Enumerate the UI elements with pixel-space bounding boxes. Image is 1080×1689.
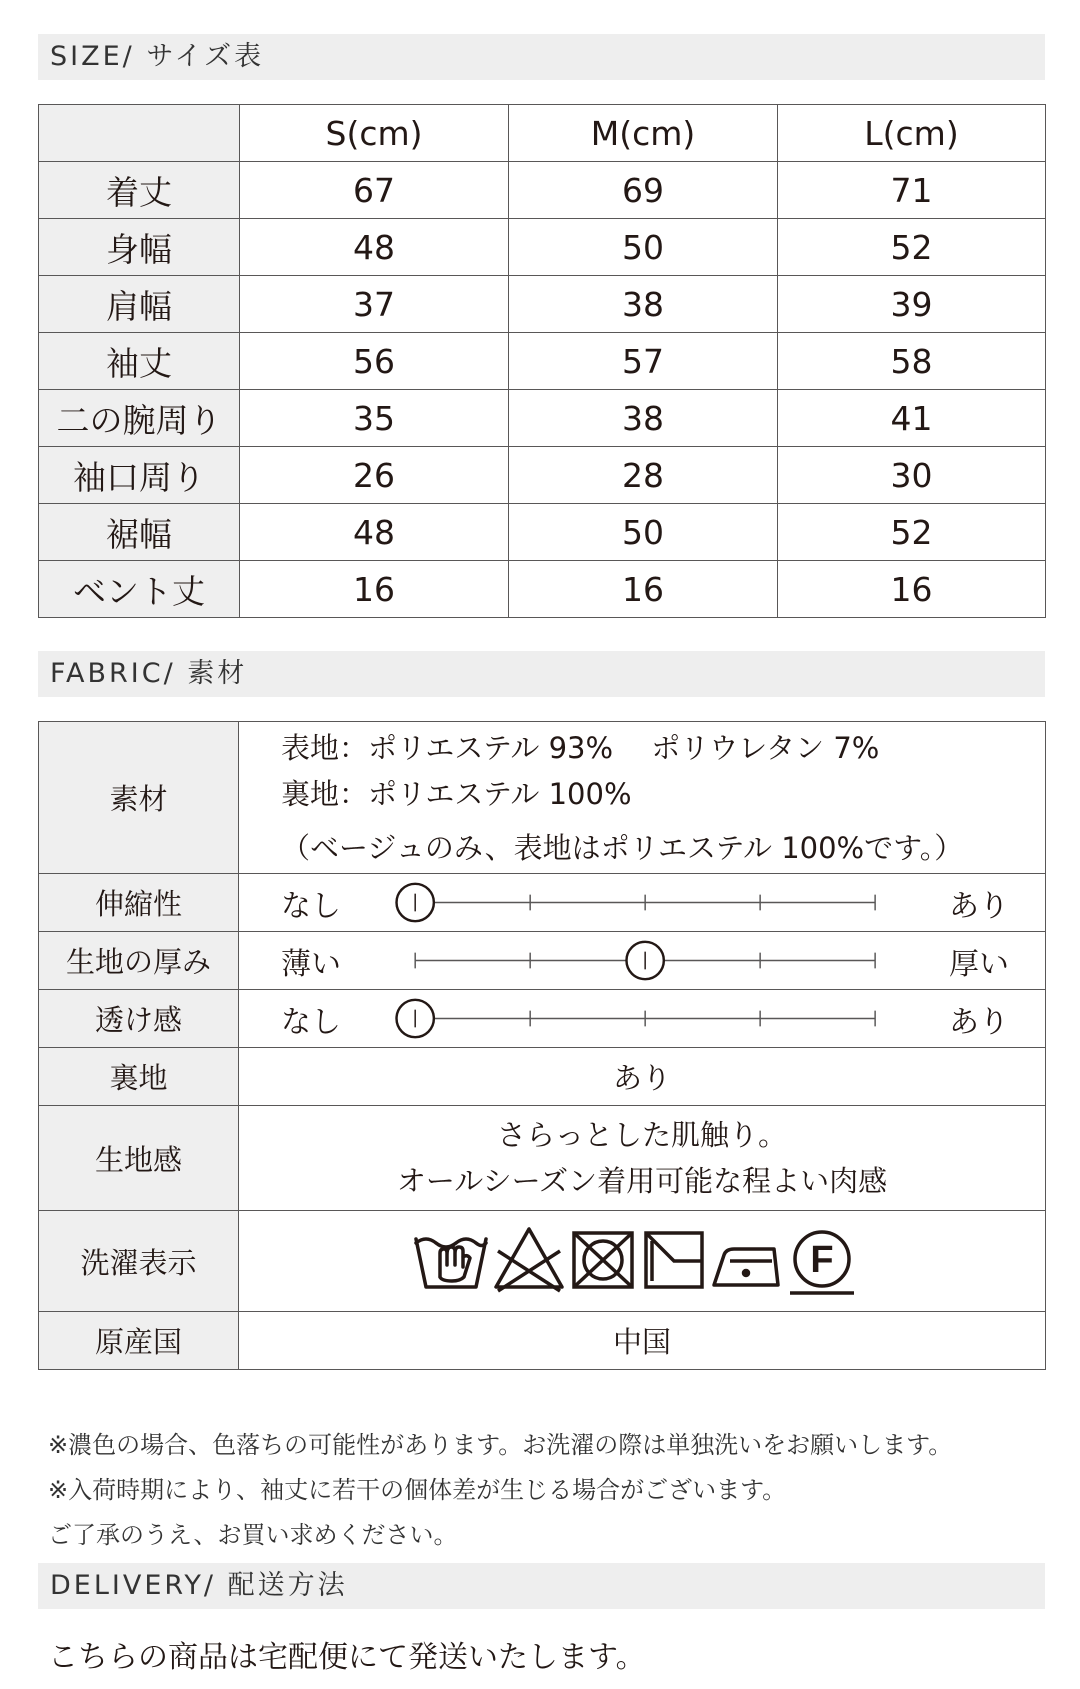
sheerness-scale xyxy=(239,990,1046,1048)
size-row-label: 袖丈 xyxy=(39,333,240,390)
line-dry-shade-icon xyxy=(646,1233,702,1287)
no-bleach-icon xyxy=(496,1229,562,1291)
sheerness-label: 透け感 xyxy=(39,990,239,1048)
material-label: 素材 xyxy=(39,722,239,874)
size-value: 26 xyxy=(240,447,509,504)
size-row xyxy=(39,276,1046,333)
material-line: 表地：ポリエステル 93% ポリウレタン 7% xyxy=(281,730,880,765)
iron-low-icon xyxy=(714,1249,778,1285)
size-row xyxy=(39,504,1046,561)
size-value: 71 xyxy=(778,162,1046,219)
no-tumble-dry-icon xyxy=(574,1233,632,1287)
scale-row-thickness xyxy=(39,932,1046,990)
size-row-label: 着丈 xyxy=(39,162,240,219)
thickness-label: 生地の厚み xyxy=(39,932,239,990)
texture-row xyxy=(39,1106,1046,1211)
size-value: 38 xyxy=(509,390,778,447)
size-value: 48 xyxy=(240,504,509,561)
size-row xyxy=(39,219,1046,276)
stretch-scale-track xyxy=(389,874,919,931)
material-line: 裏地：ポリエステル 100% xyxy=(281,776,632,811)
size-value: 16 xyxy=(509,561,778,618)
origin-value: 中国 xyxy=(239,1312,1046,1370)
texture-line: さらっとした肌触り。 xyxy=(496,1118,787,1152)
care-label: 洗濯表示 xyxy=(39,1211,239,1312)
material-value xyxy=(239,722,1046,874)
size-value: 38 xyxy=(509,276,778,333)
size-value: 28 xyxy=(509,447,778,504)
stretch-label: 伸縮性 xyxy=(39,874,239,932)
origin-row xyxy=(39,1312,1046,1370)
size-value: 50 xyxy=(509,219,778,276)
fabric-section-heading: FABRIC/ 素材 xyxy=(38,651,1045,697)
size-row xyxy=(39,561,1046,618)
delivery-section-heading: DELIVERY/ 配送方法 xyxy=(38,1563,1045,1609)
size-row-label: 身幅 xyxy=(39,219,240,276)
scale-left-label: 薄い xyxy=(281,946,341,982)
size-value: 35 xyxy=(240,390,509,447)
care-icons xyxy=(239,1211,1046,1312)
thickness-scale-track xyxy=(389,932,919,989)
texture-label: 生地感 xyxy=(39,1106,239,1211)
dry-clean-letter: F xyxy=(810,1239,834,1281)
scale-left-label: なし xyxy=(281,1004,341,1040)
size-value: 16 xyxy=(778,561,1046,618)
size-value: 52 xyxy=(778,504,1046,561)
size-row xyxy=(39,447,1046,504)
hand-wash-icon xyxy=(416,1239,486,1287)
scale-right-label: あり xyxy=(949,1004,1009,1040)
scale-row-sheerness xyxy=(39,990,1046,1048)
material-line: （ベージュのみ、表地はポリエステル 100%です。） xyxy=(281,830,964,865)
scale-row-stretch xyxy=(39,874,1046,932)
size-column-header: M(cm) xyxy=(509,105,778,162)
size-row xyxy=(39,162,1046,219)
size-column-header: S(cm) xyxy=(240,105,509,162)
notes xyxy=(48,1423,952,1558)
size-value: 41 xyxy=(778,390,1046,447)
size-row-label: 肩幅 xyxy=(39,276,240,333)
texture-value xyxy=(239,1106,1046,1211)
size-row xyxy=(39,333,1046,390)
size-row xyxy=(39,390,1046,447)
size-value: 52 xyxy=(778,219,1046,276)
scale-left-label: なし xyxy=(281,888,341,924)
size-column-header: L(cm) xyxy=(778,105,1046,162)
sheerness-scale-track xyxy=(389,990,919,1047)
size-value: 57 xyxy=(509,333,778,390)
size-value: 16 xyxy=(240,561,509,618)
size-value: 48 xyxy=(240,219,509,276)
size-section-heading: SIZE/ サイズ表 xyxy=(38,34,1045,80)
note-line: ※入荷時期により、袖丈に若干の個体差が生じる場合がございます。 xyxy=(48,1476,787,1504)
note-line: ご了承のうえ、お買い求めください。 xyxy=(48,1521,458,1549)
stretch-scale xyxy=(239,874,1046,932)
size-row-label: ベント丈 xyxy=(39,561,240,618)
size-value: 69 xyxy=(509,162,778,219)
size-row-label: 二の腕周り xyxy=(39,390,240,447)
note-line: ※濃色の場合、色落ちの可能性があります。お洗濯の際は単独洗いをお願いします。 xyxy=(48,1431,953,1459)
size-row-label: 袖口周り xyxy=(39,447,240,504)
size-value: 30 xyxy=(778,447,1046,504)
care-row xyxy=(39,1211,1046,1312)
size-value: 67 xyxy=(240,162,509,219)
scale-right-label: 厚い xyxy=(949,946,1009,982)
size-value: 37 xyxy=(240,276,509,333)
material-row xyxy=(39,722,1046,874)
lining-value: あり xyxy=(239,1048,1046,1106)
size-value: 50 xyxy=(509,504,778,561)
care-icons-strip xyxy=(412,1221,872,1301)
scale-right-label: あり xyxy=(949,888,1009,924)
delivery-text: こちらの商品は宅配便にて発送いたします。 xyxy=(48,1640,646,1675)
size-table xyxy=(38,104,1046,618)
origin-label: 原産国 xyxy=(39,1312,239,1370)
size-header-row xyxy=(39,105,1046,162)
lining-label: 裏地 xyxy=(39,1048,239,1106)
fabric-table xyxy=(38,721,1046,1370)
size-header-corner xyxy=(39,105,240,162)
thickness-scale xyxy=(239,932,1046,990)
texture-line: オールシーズン着用可能な程よい肉感 xyxy=(396,1164,888,1198)
size-row-label: 裾幅 xyxy=(39,504,240,561)
size-value: 56 xyxy=(240,333,509,390)
dry-clean-f-icon xyxy=(790,1232,854,1293)
size-value: 58 xyxy=(778,333,1046,390)
lining-row xyxy=(39,1048,1046,1106)
size-value: 39 xyxy=(778,276,1046,333)
